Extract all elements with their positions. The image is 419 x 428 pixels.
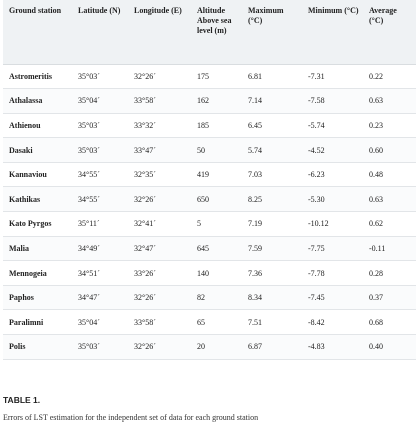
lst-error-table — [3, 0, 416, 360]
cell-altitude: 20 — [191, 335, 242, 360]
cell-station: Athienou — [3, 113, 72, 138]
cell-station: Polis — [3, 335, 72, 360]
cell-maximum: 7.14 — [242, 89, 302, 114]
cell-minimum: -4.83 — [302, 335, 363, 360]
cell-minimum: -7.75 — [302, 236, 363, 261]
cell-maximum: 7.36 — [242, 261, 302, 286]
cell-average: 0.48 — [363, 162, 416, 187]
cell-station: Mennogeia — [3, 261, 72, 286]
cell-average: 0.68 — [363, 310, 416, 335]
cell-minimum: -7.58 — [302, 89, 363, 114]
table-header-row — [3, 0, 416, 64]
cell-altitude: 175 — [191, 64, 242, 89]
cell-altitude: 140 — [191, 261, 242, 286]
cell-average: 0.37 — [363, 285, 416, 310]
header-longitude: Longitude (E) — [128, 0, 191, 64]
cell-altitude: 5 — [191, 212, 242, 237]
cell-station: Astromeritis — [3, 64, 72, 89]
cell-station: Kathikas — [3, 187, 72, 212]
cell-station: Kato Pyrgos — [3, 212, 72, 237]
table-row — [3, 162, 416, 187]
cell-altitude: 50 — [191, 138, 242, 163]
table-row — [3, 89, 416, 114]
cell-minimum: -8.42 — [302, 310, 363, 335]
cell-altitude: 82 — [191, 285, 242, 310]
table-row — [3, 285, 416, 310]
cell-maximum: 6.87 — [242, 335, 302, 360]
cell-average: 0.63 — [363, 89, 416, 114]
cell-station: Malia — [3, 236, 72, 261]
header-minimum: Minimum (°C) — [302, 0, 363, 64]
cell-longitude: 32°47´ — [128, 236, 191, 261]
header-ground-station: Ground station — [3, 0, 72, 64]
cell-minimum: -7.78 — [302, 261, 363, 286]
cell-minimum: -5.30 — [302, 187, 363, 212]
cell-minimum: -7.31 — [302, 64, 363, 89]
cell-latitude: 34°47´ — [72, 285, 128, 310]
cell-longitude: 33°26´ — [128, 261, 191, 286]
cell-longitude: 33°32´ — [128, 113, 191, 138]
cell-maximum: 8.25 — [242, 187, 302, 212]
cell-latitude: 35°11´ — [72, 212, 128, 237]
cell-maximum: 6.81 — [242, 64, 302, 89]
cell-longitude: 33°58´ — [128, 89, 191, 114]
cell-maximum: 5.74 — [242, 138, 302, 163]
cell-longitude: 32°35´ — [128, 162, 191, 187]
cell-longitude: 33°47´ — [128, 138, 191, 163]
table-row — [3, 187, 416, 212]
cell-latitude: 35°03´ — [72, 113, 128, 138]
table-row — [3, 261, 416, 286]
cell-maximum: 7.51 — [242, 310, 302, 335]
table-container — [3, 0, 416, 360]
cell-latitude: 35°03´ — [72, 138, 128, 163]
table-body — [3, 64, 416, 359]
cell-altitude: 419 — [191, 162, 242, 187]
cell-station: Paralimni — [3, 310, 72, 335]
cell-longitude: 32°26´ — [128, 285, 191, 310]
cell-altitude: 185 — [191, 113, 242, 138]
cell-station: Kannaviou — [3, 162, 72, 187]
cell-minimum: -6.23 — [302, 162, 363, 187]
cell-station: Athalassa — [3, 89, 72, 114]
cell-altitude: 645 — [191, 236, 242, 261]
table-row — [3, 138, 416, 163]
cell-average: -0.11 — [363, 236, 416, 261]
table-row — [3, 212, 416, 237]
cell-maximum: 6.45 — [242, 113, 302, 138]
table-caption-text: Errors of LST estimation for the independent set of data for each ground station — [3, 413, 259, 422]
cell-minimum: -4.52 — [302, 138, 363, 163]
cell-average: 0.63 — [363, 187, 416, 212]
cell-altitude: 65 — [191, 310, 242, 335]
table-row — [3, 113, 416, 138]
cell-longitude: 32°26´ — [128, 335, 191, 360]
header-average: Average (°C) — [363, 0, 416, 64]
cell-maximum: 8.34 — [242, 285, 302, 310]
cell-maximum: 7.03 — [242, 162, 302, 187]
header-altitude: Altitude Above sea level (m) — [191, 0, 242, 64]
table-row — [3, 310, 416, 335]
cell-maximum: 7.59 — [242, 236, 302, 261]
cell-latitude: 34°51´ — [72, 261, 128, 286]
cell-minimum: -10.12 — [302, 212, 363, 237]
cell-average: 0.28 — [363, 261, 416, 286]
table-row — [3, 236, 416, 261]
cell-longitude: 32°41´ — [128, 212, 191, 237]
cell-average: 0.23 — [363, 113, 416, 138]
cell-latitude: 35°04´ — [72, 310, 128, 335]
cell-altitude: 162 — [191, 89, 242, 114]
table-caption-title: TABLE 1. — [3, 395, 41, 405]
cell-minimum: -7.45 — [302, 285, 363, 310]
cell-minimum: -5.74 — [302, 113, 363, 138]
cell-station: Paphos — [3, 285, 72, 310]
cell-latitude: 34°55´ — [72, 162, 128, 187]
header-latitude: Latitude (N) — [72, 0, 128, 64]
cell-average: 0.62 — [363, 212, 416, 237]
cell-latitude: 35°03´ — [72, 335, 128, 360]
cell-latitude: 34°55´ — [72, 187, 128, 212]
table-row — [3, 64, 416, 89]
cell-latitude: 35°03´ — [72, 64, 128, 89]
cell-station: Dasaki — [3, 138, 72, 163]
table-row — [3, 335, 416, 360]
cell-latitude: 35°04´ — [72, 89, 128, 114]
cell-latitude: 34°49´ — [72, 236, 128, 261]
cell-average: 0.60 — [363, 138, 416, 163]
cell-altitude: 650 — [191, 187, 242, 212]
cell-longitude: 32°26´ — [128, 187, 191, 212]
cell-longitude: 32°26´ — [128, 64, 191, 89]
cell-longitude: 33°58´ — [128, 310, 191, 335]
cell-average: 0.40 — [363, 335, 416, 360]
header-maximum: Maximum (°C) — [242, 0, 302, 64]
cell-average: 0.22 — [363, 64, 416, 89]
cell-maximum: 7.19 — [242, 212, 302, 237]
